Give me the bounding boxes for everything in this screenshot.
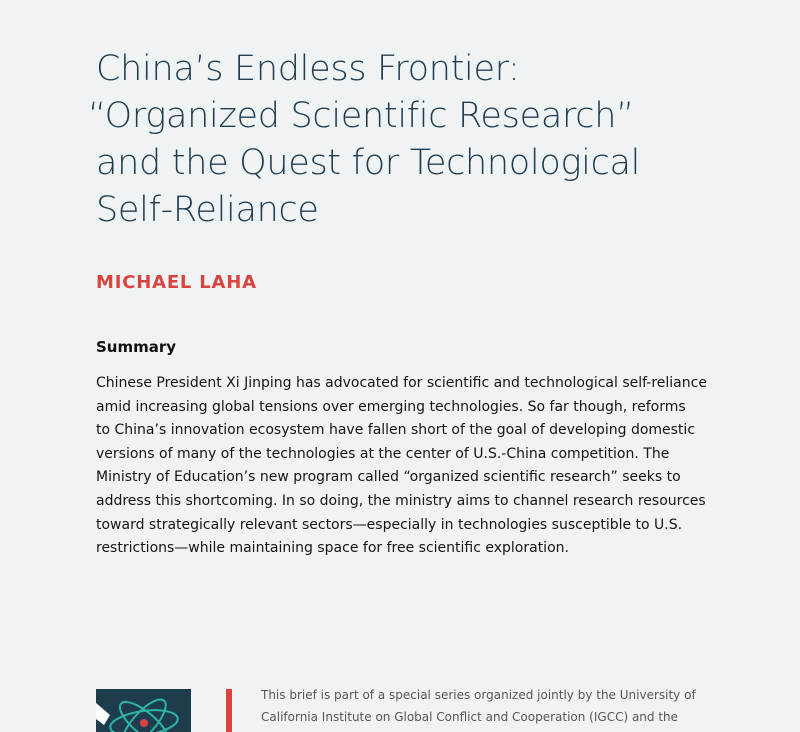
summary-line-8: restrictions—while maintaining space for free scientific exploration. [96, 540, 569, 557]
footer-line-2: California Institute on Global Conflict and Cooperation (IGCC) and the [261, 709, 679, 724]
summary-line-1: Chinese President Xi Jinping has advocated for scientific and technological self-reliance [96, 375, 707, 391]
author-name: MICHAEL LAHA [96, 272, 257, 293]
summary-line-2: amid increasing global tensions over emerging technologies. So far though, reforms [96, 398, 686, 415]
summary-text [96, 372, 707, 561]
title-line-2: “Organized Scientific Research” [88, 96, 634, 136]
summary-line-6: address this shortcoming. In so doing, the ministry aims to channel research resources [96, 492, 706, 509]
summary-heading: Summary [96, 338, 177, 356]
summary-line-4: versions of many of the technologies at the center of U.S.-China competition. The [96, 445, 670, 462]
summary-line-3: to China’s innovation ecosystem have fallen short of the goal of developing domestic [96, 422, 696, 439]
title-line-1: China’s Endless Frontier: [96, 49, 520, 89]
report-title [88, 46, 716, 234]
summary-line-5: Ministry of Education’s new program called “organized scientific research” seeks to [96, 469, 681, 486]
title-line-3: and the Quest for Technological [96, 143, 641, 183]
footer-divider [226, 689, 232, 732]
footer-line-1: This brief is part of a special series organized jointly by the University of [261, 688, 696, 702]
atom-logo-icon [96, 689, 191, 732]
footer-note [261, 685, 701, 728]
title-line-4: Self-Reliance [96, 190, 319, 230]
summary-line-7: toward strategically relevant sectors—especially in technologies susceptible to U.S. [96, 516, 683, 533]
